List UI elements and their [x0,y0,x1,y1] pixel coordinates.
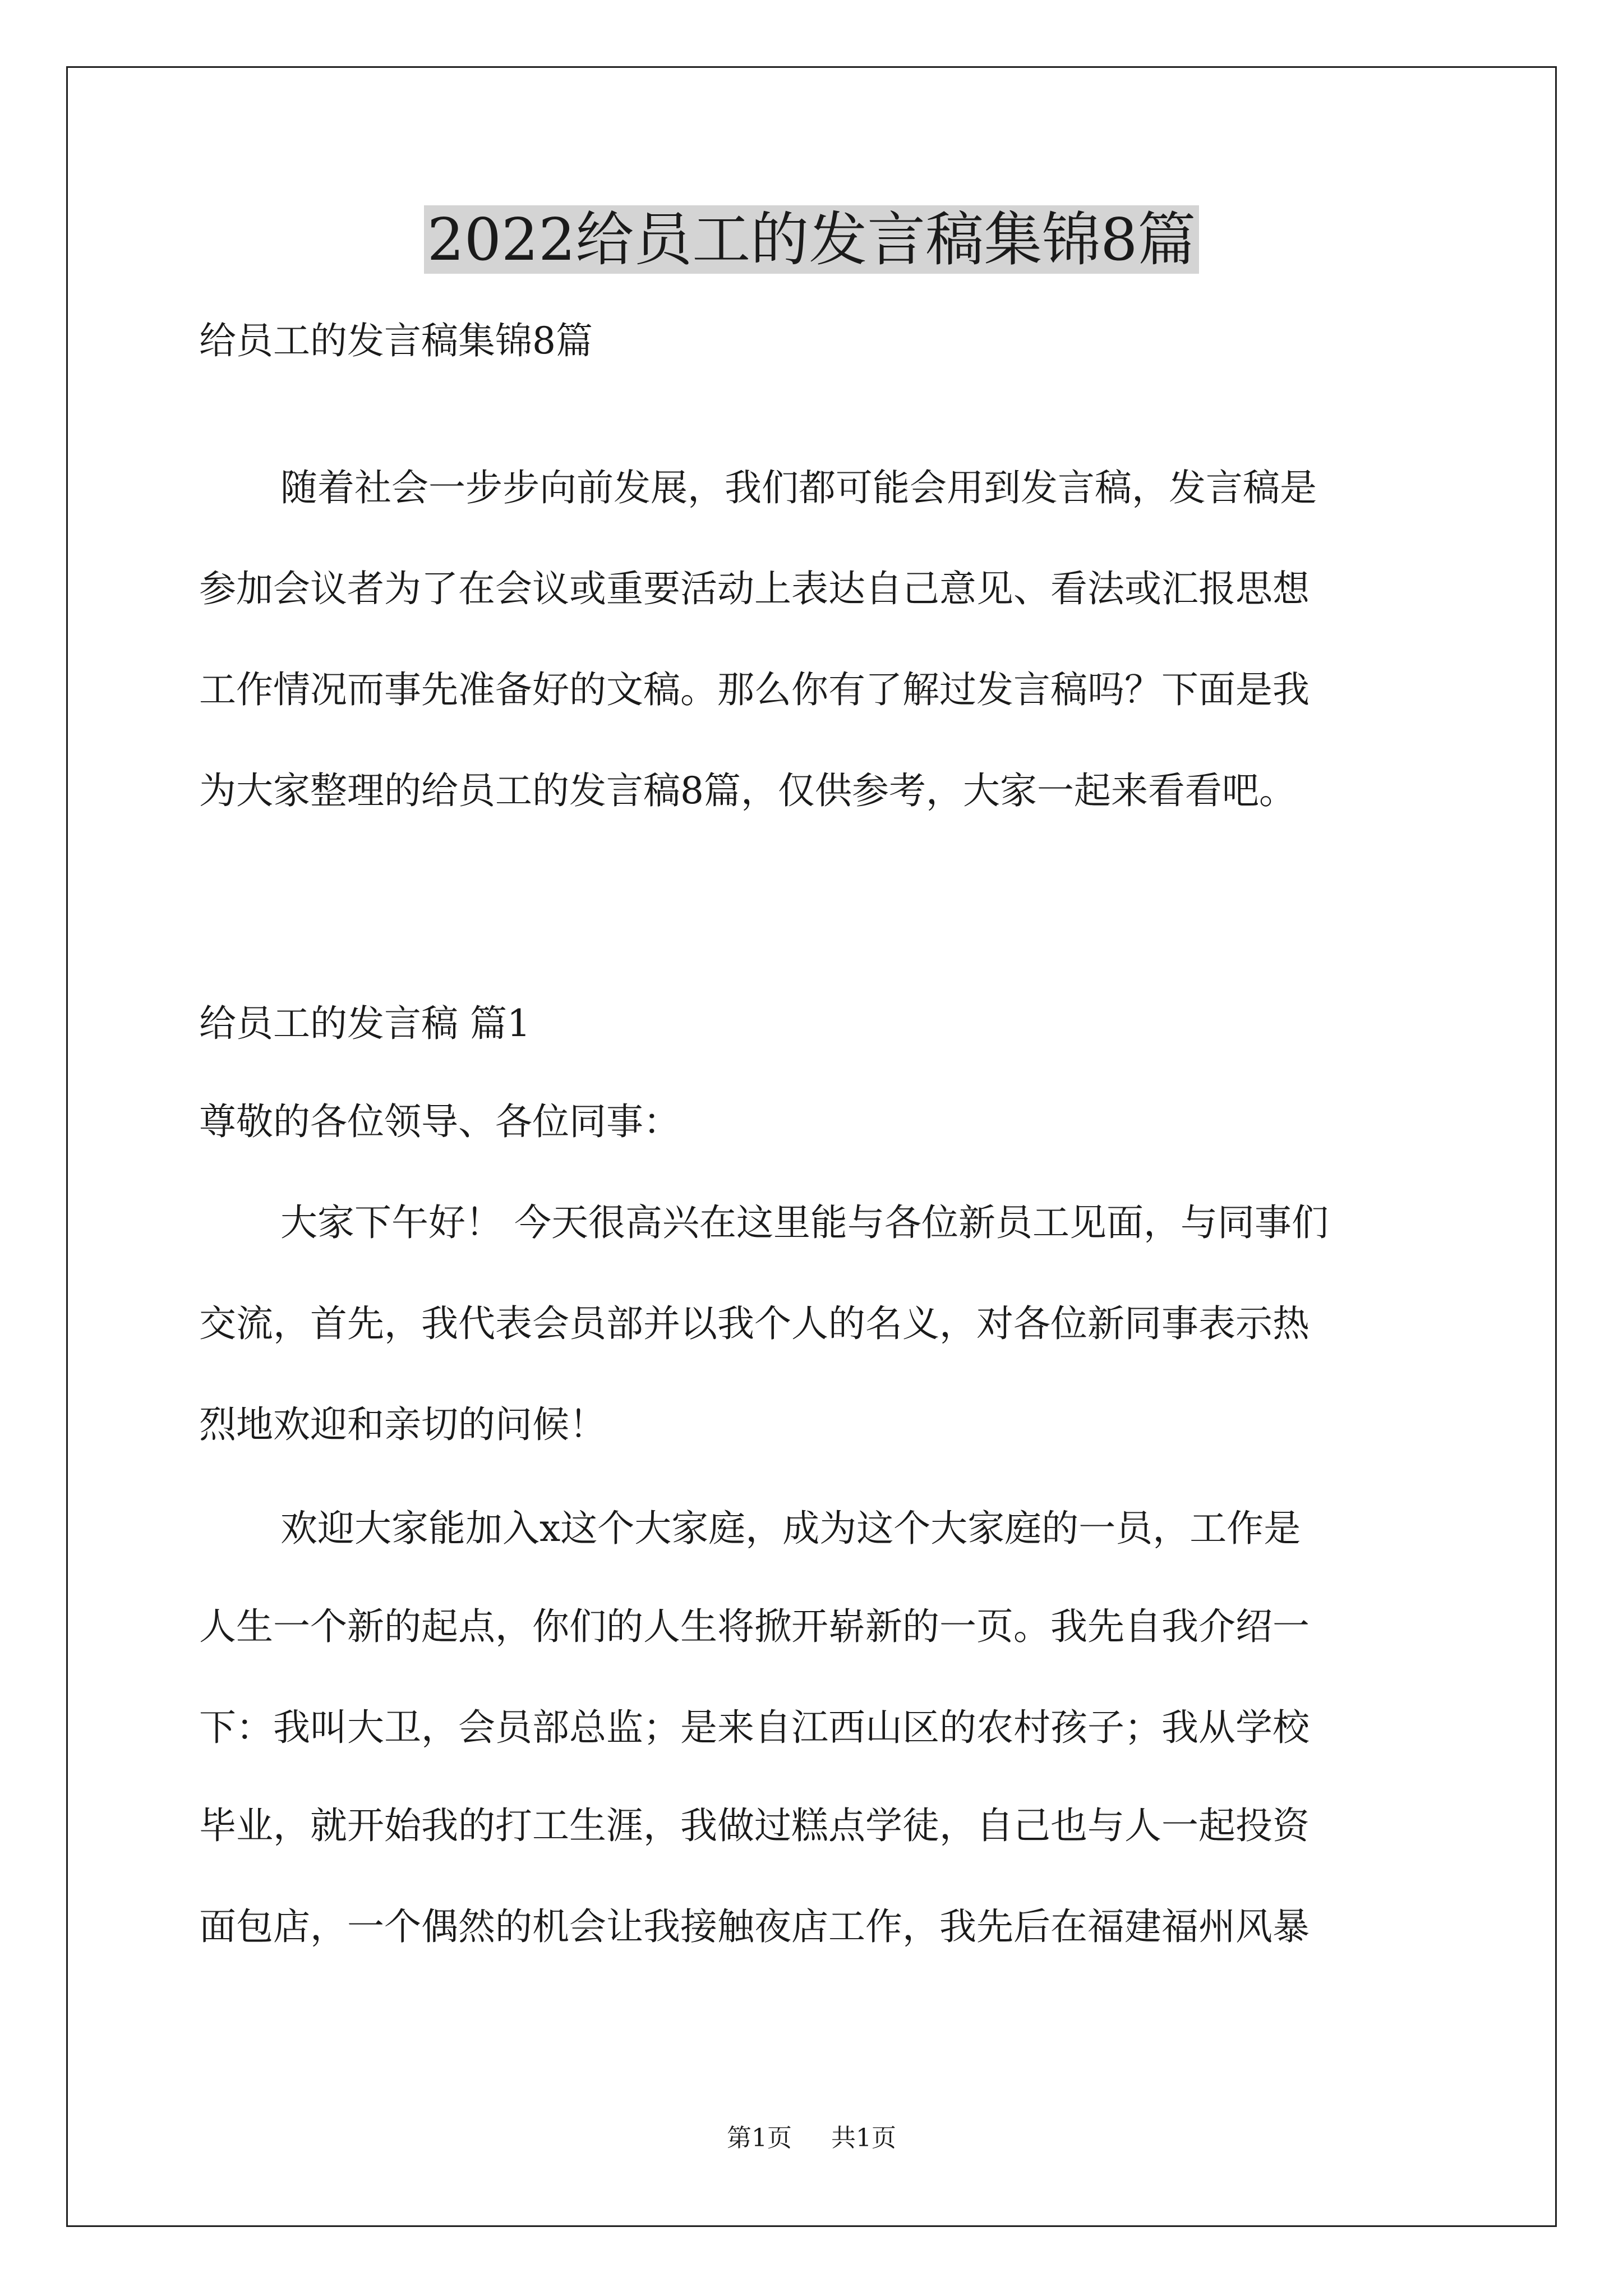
para1-line-1: 大家下午好！ 今天很高兴在这里能与各位新员工见面，与同事们 [280,1201,1329,1244]
para2-line-5: 面包店，一个偶然的机会让我接触夜店工作，我先后在福建福州风暴 [199,1905,1310,1948]
intro-line-3: 工作情况而事先准备好的文稿。那么你有了解过发言稿吗？下面是我 [199,668,1310,711]
document-title [0,197,1623,282]
intro-line-4: 为大家整理的给员工的发言稿8篇，仅供参考，大家一起来看看吧。 [199,769,1296,812]
intro-line-2: 参加会议者为了在会议或重要活动上表达自己意见、看法或汇报思想 [199,567,1310,610]
para2-line-2: 人生一个新的起点，你们的人生将掀开崭新的一页。我先自我介绍一 [199,1605,1310,1648]
page-number-current: 第1页 [727,2124,792,2152]
salutation: 尊敬的各位领导、各位同事： [199,1100,680,1143]
document-title-text: 2022给员工的发言稿集锦8篇 [424,205,1200,274]
page-number-total: 共1页 [831,2124,896,2152]
para2-line-4: 毕业，就开始我的打工生涯，我做过糕点学徒，自己也与人一起投资 [199,1804,1310,1847]
document-subtitle: 给员工的发言稿集锦8篇 [199,319,593,362]
intro-line-1: 随着社会一步步向前发展，我们都可能会用到发言稿，发言稿是 [280,466,1317,509]
para2-line-1: 欢迎大家能加入x这个大家庭，成为这个大家庭的一员，工作是 [280,1507,1301,1550]
para1-line-2: 交流，首先，我代表会员部并以我个人的名义，对各位新同事表示热 [199,1302,1310,1345]
page-footer [0,2122,1623,2155]
section-heading: 给员工的发言稿 篇1 [199,1002,531,1045]
para2-line-3: 下：我叫大卫，会员部总监；是来自江西山区的农村孩子；我从学校 [199,1706,1310,1749]
para1-line-3: 烈地欢迎和亲切的问候！ [199,1403,606,1446]
